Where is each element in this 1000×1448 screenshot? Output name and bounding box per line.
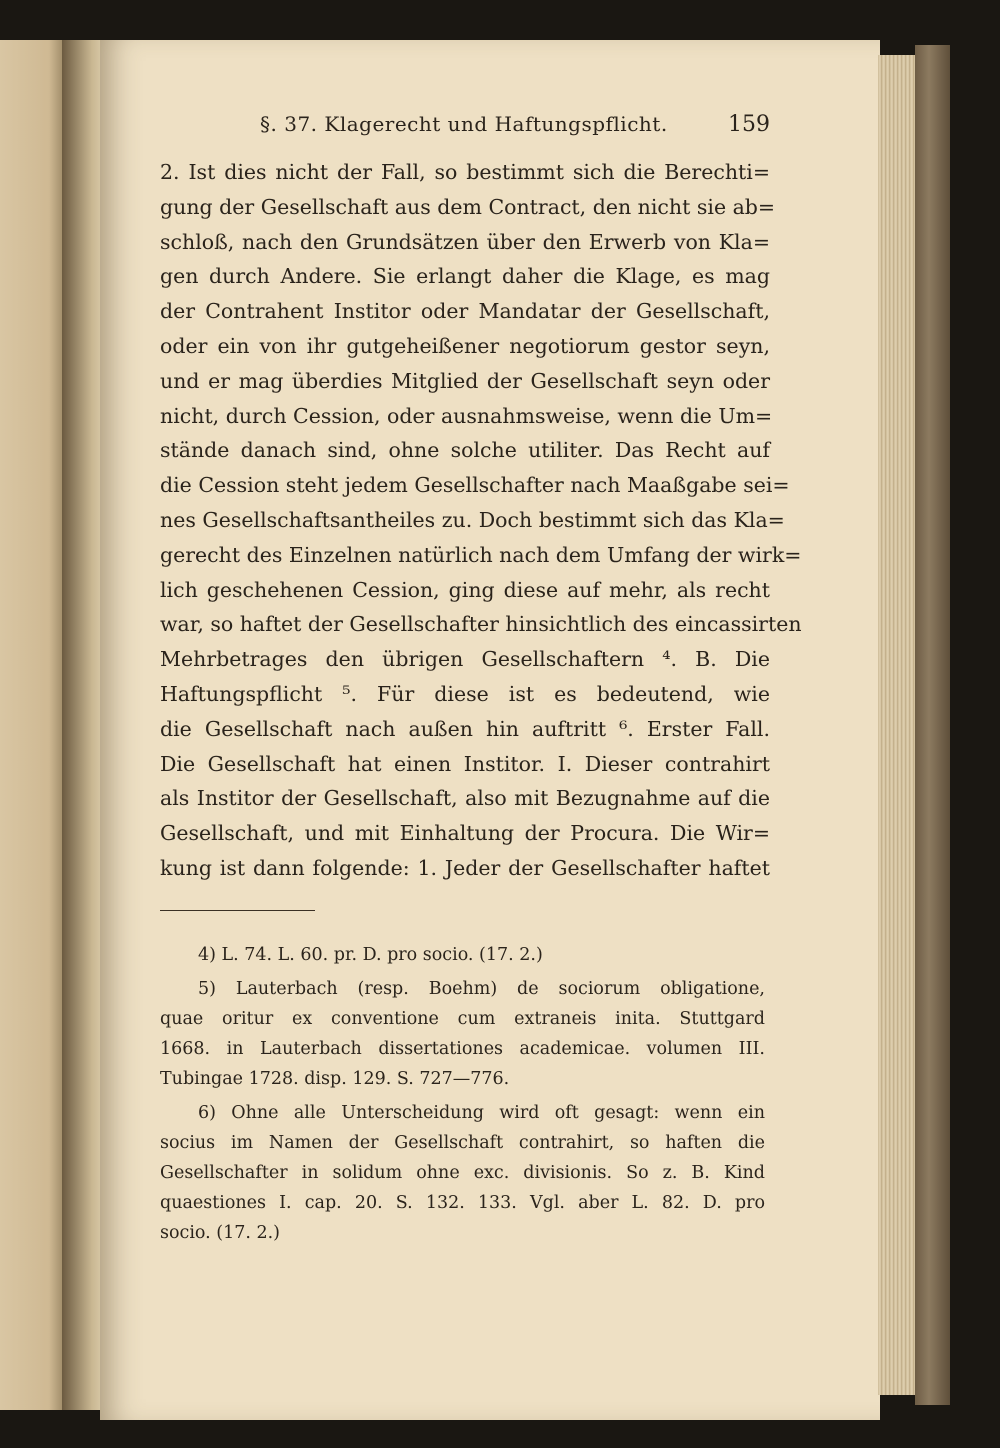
footnote-separator [160, 910, 315, 911]
page-stack-edge [878, 55, 918, 1395]
footnote-5-line: 5) Lauterbach (resp. Boehm) de sociorum obligatione, [198, 979, 765, 999]
book-cover-edge [915, 45, 950, 1405]
text-line: die Cession steht jedem Gesellschafter nach Maaßgabe sei= [160, 473, 790, 498]
text-line: nes Gesellschaftsantheiles zu. Doch bestimmt sich das Kla= [160, 507, 785, 532]
footnote-6-line: 6) Ohne alle Unterscheidung wird oft gesagt: wenn ein [198, 1103, 765, 1123]
text-line: gung der Gesellschaft aus dem Contract, den nicht sie ab= [160, 194, 776, 219]
footnote-4: 4) L. 74. L. 60. pr. D. pro socio. (17. 2.) [198, 945, 543, 965]
text-line: gen durch Andere. Sie erlangt daher die Klage, es mag [160, 264, 770, 289]
footnote-6-line: quaestiones I. cap. 20. S. 132. 133. Vgl. aber L. 82. D. pro [160, 1193, 765, 1213]
text-line: als Institor der Gesellschaft, also mit Bezugnahme auf die [160, 786, 770, 811]
text-line: lich geschehenen Cession, ging diese auf mehr, als recht [160, 577, 770, 602]
running-header [160, 112, 770, 142]
page-number: 159 [728, 112, 770, 137]
text-line: Haftungspflicht ⁵. Für diese ist es bedeutend, wie [160, 681, 770, 706]
text-line: die Gesellschaft nach außen hin auftritt ⁶. Erster Fall. [160, 716, 770, 741]
text-line: war, so haftet der Gesellschafter hinsichtlich des eincassirten [160, 612, 802, 637]
previous-page-edge [0, 40, 70, 1410]
running-header-title: §. 37. Klagerecht und Haftungspflicht. [260, 112, 668, 136]
footnote-5-line: quae oritur ex conventione cum extraneis inita. Stuttgard [160, 1009, 765, 1029]
footnote-5-line: 1668. in Lauterbach dissertationes academicae. volumen III. [160, 1039, 765, 1059]
footnote-6-line: socius im Namen der Gesellschaft contrahirt, so haften die [160, 1133, 765, 1153]
footnote-5-line: Tubingae 1728. disp. 129. S. 727—776. [160, 1069, 510, 1089]
text-line: Mehrbetrages den übrigen Gesellschaftern ⁴. B. Die [160, 647, 770, 672]
text-line: nicht, durch Cession, oder ausnahmsweise, wenn die Um= [160, 403, 773, 428]
text-line: stände danach sind, ohne solche utiliter. Das Recht auf [160, 438, 770, 463]
text-line: und er mag überdies Mitglied der Gesellschaft seyn oder [160, 368, 770, 393]
text-line: gerecht des Einzelnen natürlich nach dem Umfang der wirk= [160, 542, 802, 567]
text-line: oder ein von ihr gutgeheißener negotiorum gestor seyn, [160, 333, 770, 358]
text-line: Gesellschaft, und mit Einhaltung der Procura. Die Wir= [160, 821, 770, 846]
main-text [160, 155, 802, 886]
text-line: schloß, nach den Grundsätzen über den Erwerb von Kla= [160, 229, 770, 254]
text-line: der Contrahent Institor oder Mandatar der Gesellschaft, [160, 299, 770, 324]
text-line: kung ist dann folgende: 1. Jeder der Gesellschafter haftet [160, 855, 770, 880]
footnote-6-line: Gesellschafter in solidum ohne exc. divisionis. So z. B. Kind [160, 1163, 765, 1183]
text-line: 2. Ist dies nicht der Fall, so bestimmt sich die Berechti= [160, 160, 770, 184]
footnote-6-line: socio. (17. 2.) [160, 1223, 281, 1243]
footnotes [160, 940, 765, 1248]
text-line: Die Gesellschaft hat einen Institor. I. Dieser contrahirt [160, 751, 770, 776]
